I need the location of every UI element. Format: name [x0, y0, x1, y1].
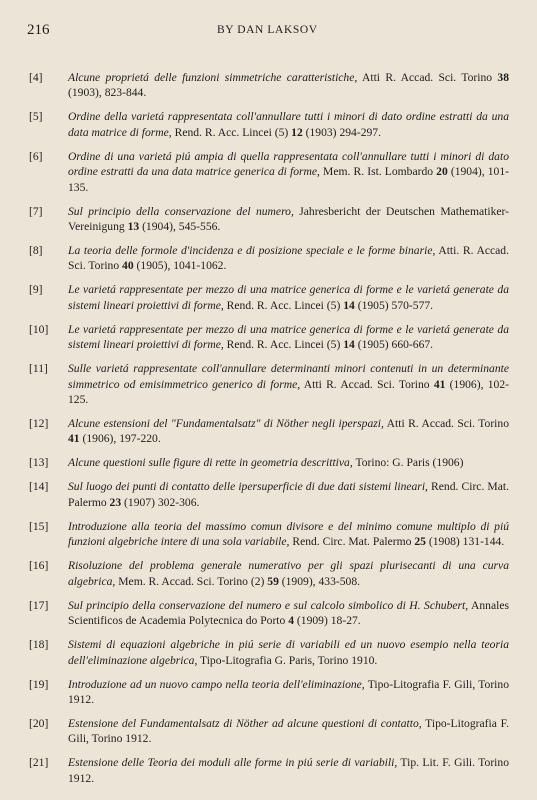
- reference-text: [68, 716, 509, 747]
- reference-item: [29, 109, 509, 140]
- reference-source: Rend. Circ. Mat. Palermo: [289, 535, 415, 549]
- reference-number: [15]: [29, 519, 49, 533]
- reference-text: [68, 558, 509, 589]
- reference-title: Le varietá rappresentate per mezzo di una matrice generica di forme e le varietá generate da sistemi lineari proiettivi di forme,: [68, 322, 509, 352]
- reference-title: Sul principio della conservazione del numero,: [68, 204, 294, 218]
- reference-pages: (1907) 302-306.: [121, 495, 200, 509]
- reference-source: Atti R. Accad. Sci. Torino: [300, 377, 434, 391]
- reference-volume: 14: [343, 338, 355, 352]
- reference-number: [21]: [29, 756, 49, 770]
- page-number: 216: [27, 22, 50, 38]
- reference-title: Ordine di una varietá piú ampia di quella rappresentata coll'annullare tutti i minori di dato ordine estratti da una data matrice generica di forme,: [68, 149, 509, 179]
- reference-title: Sul luogo dei punti di contatto delle ipersuperficie di due dati sistemi lineari,: [68, 480, 428, 494]
- reference-item: [29, 70, 509, 101]
- reference-source: Tip. Lit. F. Gili. Torino 1912.: [68, 756, 509, 785]
- reference-source: Torino: G. Paris (1906): [352, 456, 464, 470]
- reference-source: Atti R. Accad. Sci. Torino: [383, 417, 509, 431]
- reference-source: Tipo-Litografia G. Paris, Torino 1910.: [197, 653, 378, 667]
- reference-title: Estensione delle Teoria dei moduli alle forme in piú serie di variabili,: [68, 756, 398, 770]
- reference-number: [20]: [29, 716, 49, 730]
- reference-text: [68, 755, 509, 786]
- reference-item: [29, 282, 509, 313]
- reference-item: [29, 322, 509, 353]
- reference-title: Estensione del Fundamentalsatz di Nöther ad alcune questioni di contatto,: [68, 716, 422, 730]
- reference-title: La teoria delle formole d'incidenza e di posizione speciale e le forme binarie,: [68, 244, 436, 258]
- reference-text: [68, 519, 509, 550]
- reference-volume: 41: [433, 377, 446, 391]
- reference-number: [6]: [29, 149, 43, 163]
- reference-source: Jahresbericht der Deutschen Mathematiker-Vereinigung: [68, 204, 509, 234]
- reference-volume: 40: [122, 259, 134, 273]
- reference-number: [5]: [29, 110, 43, 124]
- reference-number: [8]: [29, 244, 43, 258]
- reference-title: Alcune questioni sulle figure di rette in geometria descrittiva,: [68, 456, 353, 470]
- reference-title: Sul principio della conservazione del numero e sul calcolo simbolico di H. Schubert,: [68, 598, 469, 612]
- reference-source: Rend. R. Acc. Lincei (5): [223, 338, 344, 352]
- reference-volume: 25: [414, 535, 426, 549]
- reference-source: Tipo-Litografia F. Gili, Torino 1912.: [68, 716, 509, 746]
- reference-volume: 12: [291, 125, 303, 139]
- reference-number: [13]: [29, 456, 49, 470]
- reference-item: [29, 755, 509, 786]
- reference-pages: (1904), 101-135.: [68, 165, 510, 194]
- reference-item: [29, 558, 509, 589]
- reference-text: [68, 479, 509, 510]
- reference-source: Atti. R. Accad. Sci. Torino: [68, 244, 509, 273]
- reference-item: [29, 479, 509, 510]
- page-header: [27, 22, 510, 42]
- reference-title: Sulle varietá rappresentate coll'annullare determinanti minori contenuti in un determinante simmetrico od emisimmetrico generico di forme,: [68, 362, 509, 391]
- reference-item: [29, 416, 509, 447]
- reference-pages: (1905), 1041-1062.: [133, 259, 227, 273]
- reference-text: [68, 361, 509, 407]
- reference-title: Introduzione alla teoria del massimo comun divisore e del minimo comune multiplo di piú funzioni algebriche intere di una sola variabile,: [68, 519, 509, 549]
- reference-volume: 59: [267, 574, 279, 588]
- reference-title: Risoluzione del problema generale numerativo per gli spazi plurisecanti di una curva algebrica,: [68, 559, 509, 588]
- reference-number: [19]: [29, 677, 49, 691]
- reference-item: [29, 361, 509, 407]
- reference-title: Sistemi di equazioni algebriche in piú serie di variabili ed un nuovo esempio nella teoria dell'eliminazione algebrica,: [68, 638, 509, 667]
- reference-text: [68, 598, 509, 629]
- reference-text: [68, 70, 509, 101]
- reference-item: [29, 716, 509, 747]
- reference-item: [29, 637, 509, 668]
- reference-pages: (1909) 18-27.: [294, 614, 361, 628]
- reference-number: [14]: [29, 480, 49, 494]
- reference-pages: (1906), 102-125.: [68, 377, 509, 407]
- reference-number: [9]: [29, 283, 43, 297]
- reference-source: Mem. R. Ist. Lombardo: [319, 165, 437, 179]
- reference-text: [68, 282, 509, 313]
- reference-number: [17]: [29, 598, 49, 612]
- reference-item: [29, 243, 509, 274]
- reference-number: [4]: [29, 71, 43, 84]
- reference-text: [68, 455, 509, 470]
- reference-pages: (1903), 823-844.: [68, 86, 147, 100]
- reference-text: [68, 322, 509, 353]
- reference-item: [29, 149, 509, 195]
- reference-title: Ordine della varietá rappresentata coll'annullare tutti i minori di dato ordine estratti da una data matrice di forme,: [68, 110, 509, 139]
- reference-volume: 23: [109, 495, 122, 509]
- running-head: BY DAN LAKSOV: [217, 24, 318, 36]
- reference-number: [11]: [29, 362, 48, 376]
- reference-item: [29, 455, 509, 470]
- reference-pages: (1909), 433-508.: [278, 574, 361, 588]
- reference-source: Rend. R. Acc. Lincei (5): [171, 125, 292, 139]
- reference-text: [68, 149, 509, 195]
- reference-volume: 13: [127, 220, 140, 234]
- reference-text: [68, 677, 509, 708]
- reference-text: [68, 416, 509, 447]
- reference-text: [68, 109, 509, 140]
- reference-number: [18]: [29, 638, 49, 652]
- reference-title: Le varietá rappresentate per mezzo di una matrice generica di forme e le varietá generate da sistemi lineari proiettivi di forme,: [68, 283, 509, 312]
- reference-title: Introduzione ad un nuovo campo nella teoria dell'eliminazione,: [68, 677, 365, 691]
- reference-text: [68, 637, 509, 668]
- reference-source: Mem. R. Accad. Sci. Torino (2): [115, 574, 268, 588]
- reference-title: Alcune estensioni del "Fundamentalsatz" di Nöther negli iperspazi,: [68, 417, 384, 431]
- reference-source: Annales Scientificos de Academia Polytecnica do Porto: [68, 598, 509, 628]
- reference-pages: (1903) 294-297.: [302, 125, 381, 139]
- reference-text: [68, 243, 509, 274]
- reference-item: [29, 598, 509, 629]
- reference-list: [29, 70, 509, 786]
- reference-source: Rend. Circ. Mat. Palermo: [68, 480, 509, 509]
- reference-volume: 4: [288, 614, 295, 628]
- reference-volume: 41: [68, 432, 80, 446]
- reference-item: [29, 677, 509, 708]
- reference-pages: (1906), 197-220.: [79, 432, 161, 446]
- reference-number: [10]: [29, 322, 49, 336]
- reference-number: [7]: [29, 204, 43, 218]
- reference-source: Rend. R. Acc. Lincei (5): [223, 298, 344, 312]
- reference-item: [29, 204, 509, 235]
- reference-source: Atti R. Accad. Sci. Torino: [357, 71, 498, 84]
- reference-source: Tipo-Litografia F. Gili, Torino 1912.: [68, 677, 509, 706]
- reference-title: Alcune proprietá delle funzioni simmetriche caratteristiche,: [68, 71, 358, 84]
- reference-pages: (1904), 545-556.: [139, 220, 221, 234]
- reference-pages: (1908) 131-144.: [425, 535, 505, 549]
- reference-item: [29, 519, 509, 550]
- reference-number: [16]: [29, 559, 49, 573]
- reference-number: [12]: [29, 417, 49, 431]
- reference-volume: 14: [343, 298, 355, 312]
- reference-pages: (1905) 660-667.: [354, 338, 434, 352]
- reference-volume: 38: [497, 71, 509, 84]
- reference-volume: 20: [436, 165, 448, 179]
- reference-pages: (1905) 570-577.: [354, 298, 434, 312]
- reference-text: [68, 204, 509, 235]
